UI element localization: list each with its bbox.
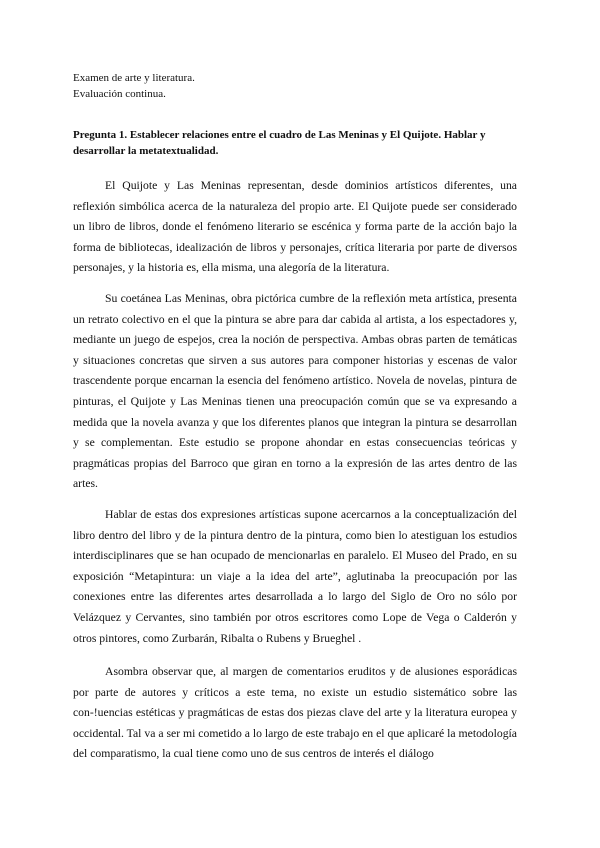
- paragraph-3: Hablar de estas dos expresiones artísticas supone acercarnos a la conceptualización del libro dentro del libro y de la pintura dentro de la pintura, como bien lo atestiguan los estudios interdisciplinares que se han ocupado de mencionarlas en paralelo. El Museo del Prado, en su exposición “Metapintura: un viaje a la idea del arte”, aglutinaba la preocupación por las conexiones entre las diferentes artes desarrollada a lo largo del Siglo de Oro no sólo por Velázquez y Cervantes, sino también por otros escritores como Lope de Vega o Calderón y otros pintores, como Zurbarán, Ribalta o Rubens y Brueghel .: [73, 508, 517, 645]
- header-line-1: Examen de arte y literatura.: [73, 72, 195, 84]
- header-line-2: Evaluación continua.: [73, 88, 166, 100]
- document-header: [73, 70, 195, 102]
- question-heading: Pregunta 1. Establecer relaciones entre el cuadro de Las Meninas y El Quijote. Hablar y desarrollar la metatextualidad.: [73, 129, 486, 157]
- paragraph-1: El Quijote y Las Meninas representan, desde dominios artísticos diferentes, una reflexión simbólica acerca de la naturaleza del propio arte. El Quijote puede ser considerado un libro de libros, donde el fenómeno literario se escénica y forma parte de la acción bajo la forma de bibliotecas, idealización de libros y personajes, crítica literaria por parte de diversos personajes, y la historia es, ella misma, una alegoría de la literatura.: [73, 179, 517, 275]
- paragraph-4: Asombra observar que, al margen de comentarios eruditos y de alusiones esporádicas por parte de autores y críticos a este tema, no existe un estudio sistemático sobre las con-!uencias estéticas y pragmáticas de estas dos piezas clave del arte y la literatura europea y occidental. Tal va a ser mi cometido a lo largo de este trabajo en el que aplicaré la metodología del comparatismo, la cual tiene como uno de sus centros de interés el diálogo: [73, 665, 517, 761]
- paragraph-2: Su coetánea Las Meninas, obra pictórica cumbre de la reflexión meta artística, presenta un retrato colectivo en el que la pintura se abre para dar cabida al artista, a los espectadores y, mediante un juego de espejos, crea la noción de perspectiva. Ambas obras parten de temáticas y situaciones concretas que sirven a sus autores para componer historias y escenas de valor trascendente porque encarnan la esencia del fenómeno artístico. Novela de novelas, pintura de pinturas, el Quijote y Las Meninas tienen una preocupación común que se va expresando a medida que la novela avanza y que los diferentes planos que integran la pintura se desarrollan y se complementan. Este estudio se propone ahondar en estas consecuencias teóricas y pragmáticas propias del Barroco que giran en torno a la expresión de las artes dentro de las artes.: [73, 292, 517, 491]
